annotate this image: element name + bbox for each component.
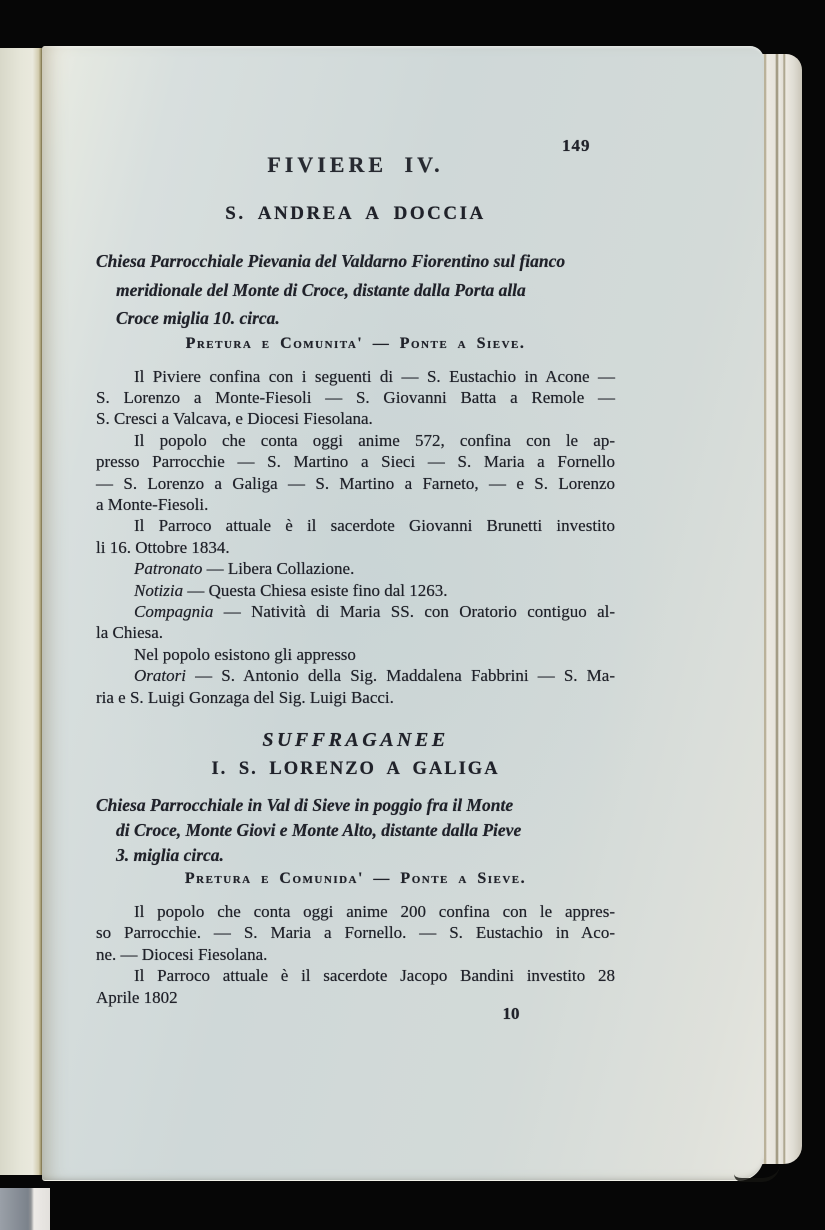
text-line: S. Cresci a Valcava, e Diocesi Fiesolana. bbox=[96, 409, 373, 429]
text-line: Croce miglia 10. circa. bbox=[116, 308, 280, 328]
pretura-line-doccia: Pretura e Comunita' — Ponte a Sieve. bbox=[185, 334, 526, 352]
text-line: 3. miglia circa. bbox=[116, 845, 224, 865]
text-line: Il popolo che conta oggi anime 572, confina con le ap- bbox=[134, 430, 615, 450]
text-line: a Monte-Fiesoli. bbox=[96, 494, 209, 514]
folio-number: 149 bbox=[562, 136, 591, 155]
text-line: Chiesa Parrocchiale Pievania del Valdarno Fiorentino sul fianco bbox=[96, 251, 566, 271]
term-label: Compagnia bbox=[134, 601, 214, 621]
text-line: Nel popolo esistono gli appresso bbox=[134, 644, 356, 664]
facing-page-edge bbox=[0, 48, 42, 1175]
text-run: — Natività di Maria SS. con Oratorio contiguo al- bbox=[213, 601, 615, 621]
text-line: — S. Lorenzo a Galiga — S. Martino a Farneto, — e S. Lorenzo bbox=[96, 473, 615, 493]
doccia-body bbox=[96, 366, 615, 709]
piviere-heading: FIVIERE IV. bbox=[267, 152, 444, 177]
book-page bbox=[42, 46, 764, 1181]
table-corner bbox=[0, 1188, 50, 1230]
text-line: ria e S. Luigi Gonzaga del Sig. Luigi Bacci. bbox=[96, 687, 394, 707]
term-label: Oratori bbox=[134, 666, 186, 686]
term-label: Patronato bbox=[134, 559, 203, 579]
page-content bbox=[96, 46, 615, 1008]
text-line: presso Parrocchie — S. Martino a Sieci — S. Maria a Fornello bbox=[96, 452, 615, 472]
text-line: so Parrocchie. — S. Maria a Fornello. — S. Eustachio in Aco- bbox=[96, 923, 615, 943]
text-line: li 16. Ottobre 1834. bbox=[96, 537, 230, 557]
church-title-galiga: I. S. LORENZO A GALIGA bbox=[211, 759, 500, 779]
suffraganee-heading: SUFFRAGANEE bbox=[262, 729, 449, 751]
text-run: — Questa Chiesa esiste fino dal 1263. bbox=[183, 580, 448, 600]
galiga-body bbox=[96, 901, 615, 1008]
doccia-intro-block bbox=[96, 247, 615, 333]
page-corner-curl bbox=[734, 1162, 780, 1182]
text-run: — Libera Collazione. bbox=[202, 559, 355, 579]
church-title-doccia: S. ANDREA A DOCCIA bbox=[225, 203, 486, 224]
text-line: meridionale del Monte di Croce, distante dalla Porta alla bbox=[116, 279, 526, 300]
term-label: Notizia bbox=[134, 580, 184, 600]
pretura-line-galiga: Pretura e Comunida' — Ponte a Sieve. bbox=[184, 870, 527, 887]
text-line: Il Parroco attuale è il sacerdote Giovanni Brunetti investito bbox=[134, 516, 615, 536]
text-line: Il Piviere confina con i seguenti di — S. Eustachio in Acone — bbox=[134, 366, 615, 386]
text-line: Il Parroco attuale è il sacerdote Jacopo Bandini investito 28 bbox=[134, 966, 615, 986]
text-line: di Croce, Monte Giovi e Monte Alto, distante dalla Pieve bbox=[116, 820, 522, 840]
galiga-intro-block bbox=[96, 793, 615, 868]
text-line: Aprile 1802 bbox=[96, 987, 178, 1007]
text-line: la Chiesa. bbox=[96, 623, 164, 643]
text-line: Chiesa Parrocchiale in Val di Sieve in poggio fra il Monte bbox=[96, 795, 514, 815]
text-line bbox=[96, 580, 615, 601]
text-line bbox=[96, 558, 615, 579]
text-line: ne. — Diocesi Fiesolana. bbox=[96, 944, 268, 964]
text-line: S. Lorenzo a Monte-Fiesoli — S. Giovanni Batta a Remole — bbox=[96, 387, 615, 407]
text-line bbox=[96, 665, 615, 686]
text-line bbox=[96, 601, 615, 622]
text-run: — S. Antonio della Sig. Maddalena Fabbrini — S. Ma- bbox=[185, 666, 615, 686]
signature-mark: 10 bbox=[502, 1004, 520, 1023]
text-line: Il popolo che conta oggi anime 200 confina con le appres- bbox=[134, 902, 615, 921]
